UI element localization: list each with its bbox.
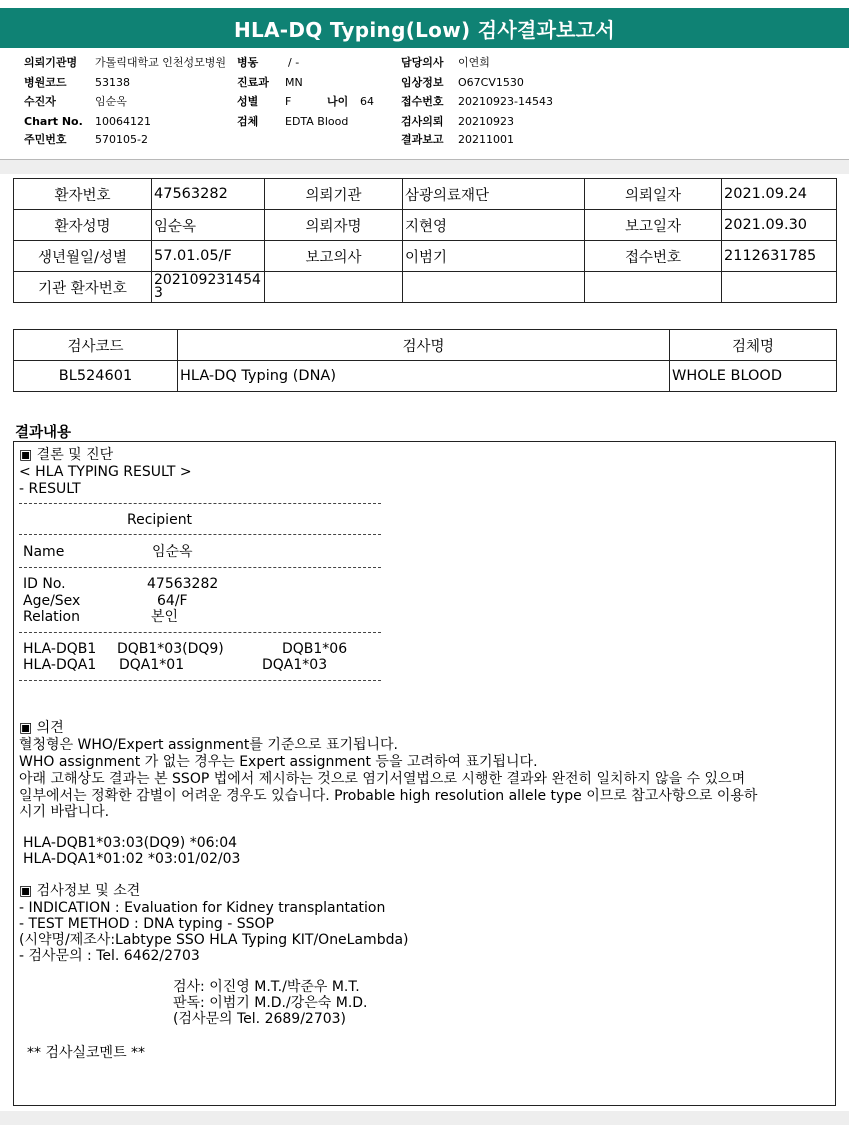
id-value: 47563282 [147, 576, 219, 592]
info-receipt-no: 접수번호 20210923-14543 [401, 95, 553, 108]
cell-label: 기관 환자번호 [14, 272, 152, 303]
signature-reader: 판독: 이범기 M.D./강은숙 M.D. [173, 995, 368, 1011]
cell-value: 이범기 [403, 241, 585, 272]
table-row [14, 272, 837, 303]
opinion-line: 시기 바랍니다. [19, 804, 110, 820]
test-info-line: - TEST METHOD : DNA typing - SSOP [19, 916, 274, 932]
patient-table [13, 178, 837, 303]
column-header: 검사명 [178, 330, 670, 361]
dqa1-allele-2: DQA1*03 [262, 657, 328, 673]
dashed-divider [19, 680, 381, 681]
test-info-line: - INDICATION : Evaluation for Kidney transplantation [19, 900, 386, 916]
info-department: 진료과 MN [237, 76, 303, 89]
footer-band [0, 1111, 849, 1125]
heading-typing-result: < HLA TYPING RESULT > [19, 464, 192, 480]
info-hospital-code: 병원코드 53138 [24, 76, 130, 89]
heading-opinion: ▣ 의견 [19, 720, 64, 736]
signature-contact: (검사문의 Tel. 2689/2703) [173, 1011, 347, 1027]
heading-test-info: ▣ 검사정보 및 소견 [19, 883, 141, 899]
cell-label: 의뢰자명 [265, 210, 403, 241]
heading-result: - RESULT [19, 481, 81, 497]
info-chart-no: Chart No. 10064121 [24, 115, 151, 128]
column-header: 검사코드 [14, 330, 178, 361]
test-table [13, 329, 837, 392]
table-row [14, 361, 837, 392]
opinion-line: 아래 고해상도 결과는 본 SSOP 법에서 제시하는 것으로 염기서열법으로 시행한 결과와 완전히 일치하지 않을 수 있으며 [19, 771, 746, 787]
test-info-line: - 검사문의 : Tel. 6462/2703 [19, 948, 200, 964]
cell-specimen-name: WHOLE BLOOD [670, 361, 837, 392]
cell-label: 보고의사 [265, 241, 403, 272]
opinion-line: WHO assignment 가 없는 경우는 Expert assignment 등을 고려하여 표기됩니다. [19, 754, 538, 770]
table-row [14, 241, 837, 272]
table-header-row [14, 330, 837, 361]
cell-value: 47563282 [152, 179, 265, 210]
cell-value: 임순옥 [152, 210, 265, 241]
id-label: ID No. [23, 576, 66, 592]
report-title-bar [0, 8, 849, 48]
high-res-dqb1: HLA-DQB1*03:03(DQ9) *06:04 [23, 835, 238, 851]
age-sex-label: Age/Sex [23, 593, 81, 609]
dqb1-allele-2: DQB1*06 [282, 641, 348, 657]
cell-label: 환자번호 [14, 179, 152, 210]
info-examinee: 수진자 임순옥 [24, 95, 127, 108]
info-specimen: 검체 EDTA Blood [237, 115, 349, 128]
relation-value: 본인 [151, 609, 179, 625]
info-request-date: 검사의뢰 20210923 [401, 115, 514, 128]
dqb1-label: HLA-DQB1 [23, 641, 97, 657]
signature-tester: 검사: 이진영 M.T./박준우 M.T. [173, 979, 360, 995]
cell-label: 생년월일/성별 [14, 241, 152, 272]
cell-value: 2021.09.24 [722, 179, 837, 210]
info-referral-institution: 의뢰기관명 가톨릭대학교 인천성모병원 [24, 56, 227, 69]
dashed-divider [19, 503, 381, 504]
info-clinical: 임상정보 O67CV1530 [401, 76, 524, 89]
age-sex-value: 64/F [157, 593, 188, 609]
lab-comment-heading: ** 검사실코멘트 ** [27, 1045, 146, 1061]
high-res-dqa1: HLA-DQA1*01:02 *03:01/02/03 [23, 851, 241, 867]
report-title: HLA-DQ Typing(Low) 검사결과보고서 [233, 17, 616, 42]
table-row [14, 210, 837, 241]
cell-label: 환자성명 [14, 210, 152, 241]
cell-label: 접수번호 [585, 241, 722, 272]
heading-conclusion: ▣ 결론 및 진단 [19, 447, 114, 463]
cell-empty [585, 272, 722, 303]
cell-value: 57.01.05/F [152, 241, 265, 272]
separator-band [0, 160, 849, 174]
table-row [14, 179, 837, 210]
result-content-box [13, 441, 836, 1106]
opinion-line: 혈청형은 WHO/Expert assignment를 기준으로 표기됩니다. [19, 737, 398, 753]
opinion-line: 일부에서는 정확한 감별이 어려운 경우도 있습니다. Probable high resolution allele type 이므로 참고사항으로 이용하 [19, 788, 758, 804]
info-doctor: 담당의사 이연희 [401, 56, 490, 69]
info-report-date: 결과보고 20211001 [401, 133, 514, 146]
dashed-divider [19, 534, 381, 535]
cell-value: 2021.09.30 [722, 210, 837, 241]
cell-label: 보고일자 [585, 210, 722, 241]
dqa1-allele-1: DQA1*01 [119, 657, 185, 673]
relation-label: Relation [23, 609, 80, 625]
cell-label: 의뢰기관 [265, 179, 403, 210]
header-info [0, 48, 849, 160]
cell-value: 삼광의료재단 [403, 179, 585, 210]
column-header: 검체명 [670, 330, 837, 361]
recipient-label: Recipient [127, 512, 193, 528]
dashed-divider [19, 567, 381, 568]
info-resident-no: 주민번호 570105-2 [24, 133, 148, 146]
info-ward: 병동 / - [237, 56, 300, 69]
name-value: 임순옥 [152, 544, 193, 560]
info-age: 나이 64 [327, 95, 374, 108]
dqa1-label: HLA-DQA1 [23, 657, 97, 673]
cell-empty [722, 272, 837, 303]
test-info-line: (시약명/제조사:Labtype SSO HLA Typing KIT/OneLambda) [19, 932, 409, 948]
name-label: Name [23, 544, 65, 560]
cell-test-name: HLA-DQ Typing (DNA) [178, 361, 670, 392]
info-sex: 성별 F [237, 95, 292, 108]
dashed-divider [19, 632, 381, 633]
dqb1-allele-1: DQB1*03(DQ9) [117, 641, 224, 657]
cell-empty [403, 272, 585, 303]
cell-empty [265, 272, 403, 303]
section-title: 결과내용 [15, 425, 72, 441]
cell-label: 의뢰일자 [585, 179, 722, 210]
cell-value: 지현영 [403, 210, 585, 241]
cell-test-code: BL524601 [14, 361, 178, 392]
cell-value: 2112631785 [722, 241, 837, 272]
cell-value: 2021092314543 [152, 272, 265, 303]
